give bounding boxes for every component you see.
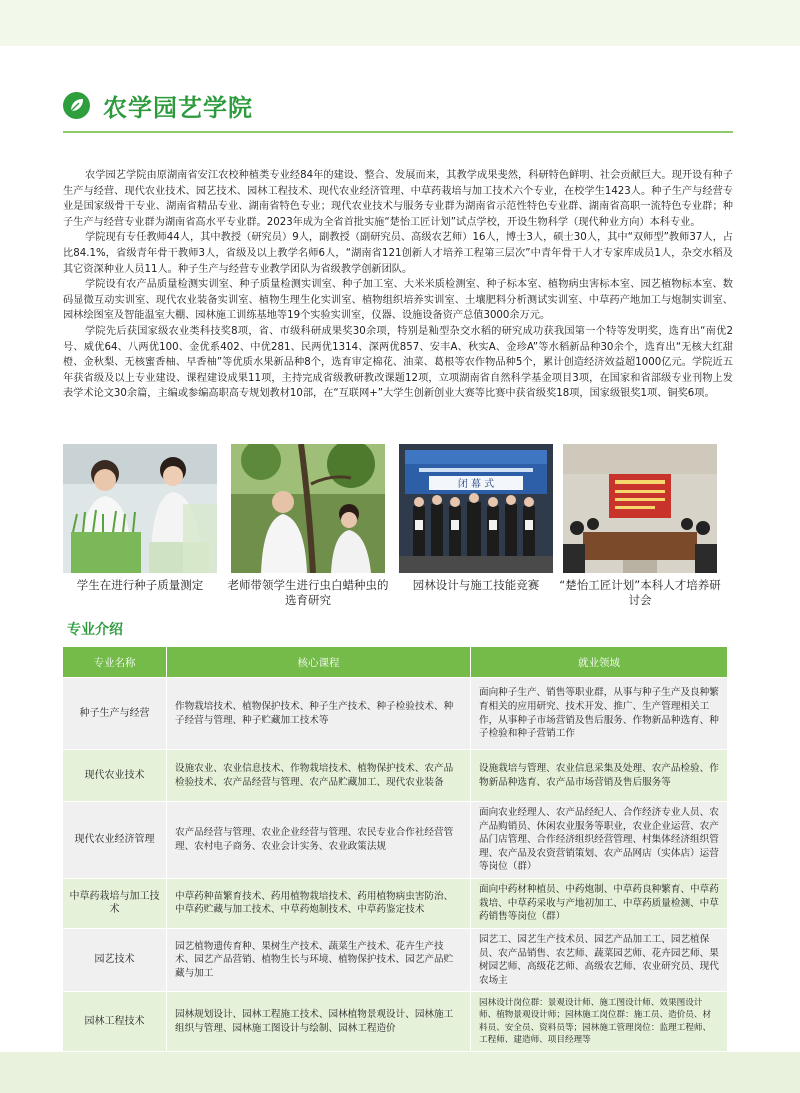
employment-fields: 面向中药材种植员、中药炮制、中草药良种繁育、中草药栽培、中草药采收与产地初加工、中草药质量检测、中草药销售等岗位（群）: [471, 878, 727, 928]
page-title: 农学园艺学院: [103, 94, 253, 122]
photo-seed-testing: [63, 444, 217, 573]
photo-gallery: [63, 444, 733, 612]
majors-section-title: 专业介绍: [67, 622, 123, 638]
leaf-icon: [63, 92, 90, 119]
employment-fields: 园艺工、园艺生产技术员、园艺产品加工工、园艺植保员、农产品销售、农艺师、蔬菜园艺师、花卉园艺师、果树园艺师、高级花艺师、高级农艺师、农业研究员、现代农场主: [471, 928, 727, 991]
intro-paragraph: 学院先后获国家级农业类科技奖8项，省、市级科研成果奖30余项，特别是籼型杂交水稻的研究成功获我国第一个特等发明奖，选育出“南优2号、威优64、八两优100、金优系402、中优281、民两优1314、深两优857、安丰A、秋实A、金珍A”等水稻新品种30余个，选育出“无核大红甜橙、金秋梨、无核蜜香柚、早香柚”等优质水果新品种8个，选育审定棉花、油菜、葛根等农作物品种5个，累计创造经济效益超1000亿元。学院近五年获省级及以上专业建设、课程建设成果11项，主持完成省级教研教改课题12项，立项湖南省自然科学基金项目3项，在国家和省部级专业刊物上发表学术论文30余篇，主编或参编高职高专规划教材10部，在“互联网+”大学生创新创业大赛等比赛中获省级奖18项，国家级银奖1项、铜奖6项。: [63, 325, 733, 400]
major-name: 现代农业经济管理: [63, 801, 167, 878]
banner-text: 闭 幕 式: [457, 479, 495, 490]
top-decorative-band: [0, 0, 800, 46]
table-row: [63, 991, 727, 1051]
majors-table: [63, 647, 727, 1051]
column-header-courses: 核心课程: [167, 647, 471, 677]
major-name: 种子生产与经营: [63, 677, 167, 749]
major-name: 园林工程技术: [63, 991, 167, 1051]
title-divider: [63, 131, 733, 133]
major-name: 现代农业技术: [63, 749, 167, 801]
core-courses: 中草药种苗繁育技术、药用植物栽培技术、药用植物病虫害防治、中草药贮藏与加工技术、中草药炮制技术、中草药鉴定技术: [167, 878, 471, 928]
table-row: [63, 878, 727, 928]
core-courses: 农产品经营与管理、农业企业经营与管理、农民专业合作社经营管理、农村电子商务、农业会计实务、农业政策法规: [167, 801, 471, 878]
photo-seminar: [563, 444, 717, 573]
section-header: [63, 86, 733, 134]
employment-fields: 园林设计岗位群：景观设计师、施工图设计师、效果图设计师、植物景观设计师；园林施工岗位群：施工员、造价员、材料员、安全员、资料员等；园林施工管理岗位：监理工程师、工程师、建造师、项目经理等: [471, 991, 727, 1051]
photo-caption: 学生在进行种子质量测定: [76, 578, 204, 592]
intro-paragraph: 农学园艺学院由原湖南省安江农校种植类专业经84年的建设、整合、发展而来，其教学成果斐然，科研特色鲜明、社会贡献巨大。现开设有种子生产与经营、现代农业技术、园艺技术、园林工程技术、现代农业经济管理、中草药栽培与加工技术六个专业，在校学生1423人。种子生产与经营专业是国家级骨干专业、湖南省精品专业、湖南省特色专业；现代农业技术与服务专业群为湖南省示范性特色专业群、湖南省高职一流特色专业群；种子生产与经营专业群为湖南省高水平专业群。2023年成为全省首批实施“楚怡工匠计划”试点学校，开设生物科学（现代种业方向）本科专业。: [63, 170, 733, 228]
table-row: [63, 801, 727, 878]
major-name: 中草药栽培与加工技术: [63, 878, 167, 928]
table-row: [63, 749, 727, 801]
table-header-row: [63, 647, 727, 677]
bottom-decorative-band: [0, 1052, 800, 1093]
intro-paragraph: 学院现有专任教师44人，其中教授（研究员）9人，副教授（副研究员、高级农艺师）16人，博士3人，硕士30人，其中“双师型”教师37人，占比84.1%，省级青年骨干教师3人，省级及以上教学名师6人，“湖南省121创新人才培养工程第三层次”中青年骨干人才专家库成员1人，杂交水稻及其它资深种业人员11人。种子生产与经营专业教学团队为省级教学创新团队。: [63, 232, 733, 275]
employment-fields: 面向种子生产、销售等职业群，从事与种子生产及良种繁育相关的应用研究、技术开发、推广、生产管理相关工作，从事种子市场营销及售后服务、作物新品种选育、种子检验和种子营销工作: [471, 677, 727, 749]
table-row: [63, 677, 727, 749]
photo-caption: 园林设计与施工技能竞赛: [412, 578, 540, 592]
photo-caption: 老师带领学生进行虫白蜡种虫的选育研究: [227, 578, 389, 607]
employment-fields: 设施栽培与管理、农业信息采集及处理、农产品检验、作物新品种选育、农产品市场营销及售后服务等: [471, 749, 727, 801]
photo-caption: “楚怡工匠计划”本科人才培养研讨会: [559, 578, 721, 607]
photo-landscape-competition: [399, 444, 553, 573]
intro-paragraph: 学院设有农产品质量检测实训室、种子质量检测实训室、种子加工室、大米米质检测室、种子标本室、植物病虫害标本室、园艺植物标本室、数码显微互动实训室、现代农业装备实训室、植物生理生化实训室、植物组织培养实训室、土壤肥料分析测试实训室、中草药产地加工与炮制实训室、园林绘图室及智能温室大棚、园林施工训练基地等19个实验实训室，仪器、设施设备资产总值3000余万元。: [63, 279, 733, 322]
column-header-major: 专业名称: [63, 647, 167, 677]
core-courses: 设施农业、农业信息技术、作物栽培技术、植物保护技术、农产品检验技术、农产品经营与管理、农产品贮藏加工、现代农业装备: [167, 749, 471, 801]
column-header-jobs: 就业领域: [471, 647, 727, 677]
intro-text: [63, 168, 733, 402]
major-name: 园艺技术: [63, 928, 167, 991]
core-courses: 园林规划设计、园林工程施工技术、园林植物景观设计、园林施工组织与管理、园林施工图设计与绘制、园林工程造价: [167, 991, 471, 1051]
table-row: [63, 928, 727, 991]
core-courses: 作物栽培技术、植物保护技术、种子生产技术、种子检验技术、种子经营与管理、种子贮藏加工技术等: [167, 677, 471, 749]
core-courses: 园艺植物遗传育种、果树生产技术、蔬菜生产技术、花卉生产技术、园艺产品营销、植物生长与环境、植物保护技术、园艺产品贮藏与加工: [167, 928, 471, 991]
employment-fields: 面向农业经理人、农产品经纪人、合作经济专业人员、农产品购销员、休闲农业服务等职业，农业企业运营、农产品门店管理、合作经济组织经营管理、村集体经济组织管理、农产品及农资营销策划、农产品网店（实体店）运营等岗位（群）: [471, 801, 727, 878]
photo-insect-wax-research: [231, 444, 385, 573]
